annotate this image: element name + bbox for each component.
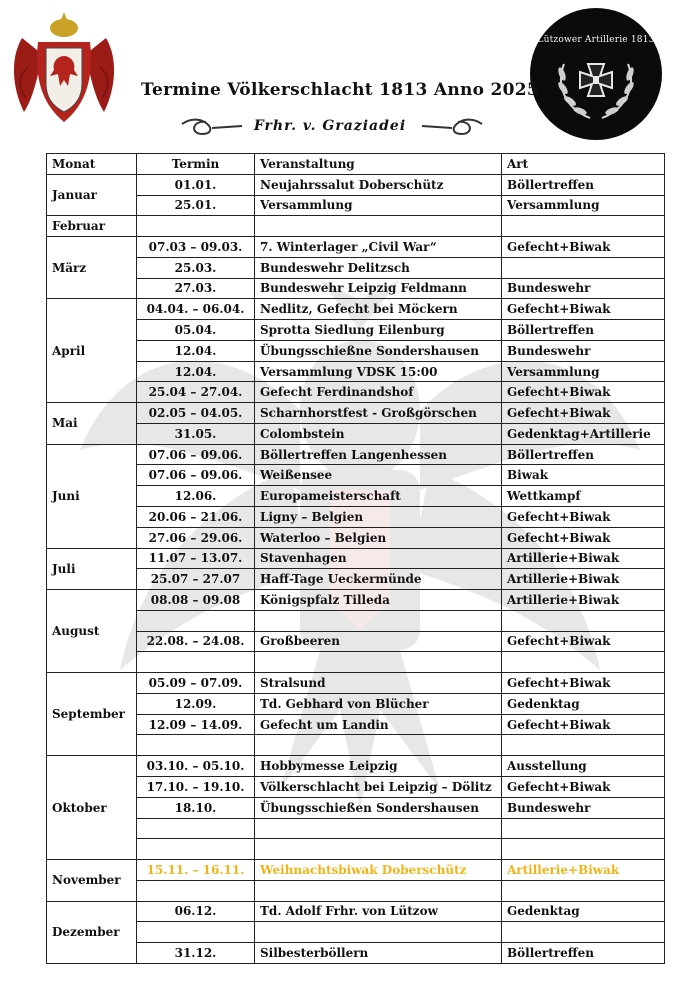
- event-cell: Hobbymesse Leipzig: [255, 756, 502, 777]
- date-cell: [137, 839, 255, 860]
- type-cell: Gefecht+Biwak: [502, 673, 665, 694]
- date-cell: 25.01.: [137, 195, 255, 216]
- artillery-seal-icon: [530, 8, 662, 140]
- date-cell: 20.06 – 21.06.: [137, 507, 255, 528]
- type-cell: Gefecht+Biwak: [502, 776, 665, 797]
- date-cell: [137, 818, 255, 839]
- event-cell: Waterloo – Belgien: [255, 527, 502, 548]
- column-header-date: Termin: [137, 154, 255, 175]
- event-cell: [255, 735, 502, 756]
- event-cell: Stavenhagen: [255, 548, 502, 569]
- event-cell: Colombstein: [255, 423, 502, 444]
- event-cell: Sprotta Siedlung Eilenburg: [255, 320, 502, 341]
- type-cell: Versammlung: [502, 195, 665, 216]
- table-row: [47, 590, 665, 611]
- table-row: [47, 174, 665, 195]
- date-cell: 03.10. – 05.10.: [137, 756, 255, 777]
- type-cell: Gefecht+Biwak: [502, 631, 665, 652]
- table-row: [47, 839, 665, 860]
- date-cell: 15.11. – 16.11.: [137, 860, 255, 881]
- event-cell: [255, 839, 502, 860]
- coat-of-arms-icon: [8, 8, 120, 128]
- type-cell: [502, 652, 665, 673]
- type-cell: [502, 735, 665, 756]
- type-cell: Gedenktag: [502, 693, 665, 714]
- table-row: [47, 652, 665, 673]
- table-row: [47, 195, 665, 216]
- event-cell: Silbesterböllern: [255, 943, 502, 964]
- type-cell: Wettkampf: [502, 486, 665, 507]
- month-cell: April: [47, 299, 137, 403]
- table-row: [47, 278, 665, 299]
- month-cell: August: [47, 590, 137, 673]
- month-cell: Mai: [47, 403, 137, 445]
- type-cell: [502, 818, 665, 839]
- date-cell: 12.06.: [137, 486, 255, 507]
- type-cell: Gedenktag: [502, 901, 665, 922]
- type-cell: Artillerie+Biwak: [502, 590, 665, 611]
- type-cell: Böllertreffen: [502, 943, 665, 964]
- type-cell: Gefecht+Biwak: [502, 382, 665, 403]
- type-cell: Artillerie+Biwak: [502, 569, 665, 590]
- date-cell: 27.03.: [137, 278, 255, 299]
- column-header-type: Art: [502, 154, 665, 175]
- type-cell: Ausstellung: [502, 756, 665, 777]
- table-row: [47, 880, 665, 901]
- date-cell: [137, 880, 255, 901]
- date-cell: 08.08 – 09.08: [137, 590, 255, 611]
- table-row: [47, 673, 665, 694]
- event-cell: [255, 610, 502, 631]
- type-cell: Artillerie+Biwak: [502, 548, 665, 569]
- type-cell: Gefecht+Biwak: [502, 299, 665, 320]
- event-cell: Weißensee: [255, 465, 502, 486]
- date-cell: 11.07 – 13.07.: [137, 548, 255, 569]
- event-cell: Td. Gebhard von Blücher: [255, 693, 502, 714]
- date-cell: 31.05.: [137, 423, 255, 444]
- month-cell: März: [47, 237, 137, 299]
- date-cell: 12.04.: [137, 340, 255, 361]
- event-cell: Übungsschießne Sondershausen: [255, 340, 502, 361]
- type-cell: Gefecht+Biwak: [502, 237, 665, 258]
- date-cell: 31.12.: [137, 943, 255, 964]
- date-cell: 17.10. – 19.10.: [137, 776, 255, 797]
- event-cell: Nedlitz, Gefecht bei Möckern: [255, 299, 502, 320]
- event-cell: [255, 818, 502, 839]
- column-header-event: Veranstaltung: [255, 154, 502, 175]
- type-cell: Gedenktag+Artillerie: [502, 423, 665, 444]
- table-row: [47, 237, 665, 258]
- event-cell: Versammlung VDSK 15:00: [255, 361, 502, 382]
- type-cell: Gefecht+Biwak: [502, 403, 665, 424]
- date-cell: 12.04.: [137, 361, 255, 382]
- type-cell: Bundeswehr: [502, 278, 665, 299]
- event-cell: Bundeswehr Delitzsch: [255, 257, 502, 278]
- table-row: [47, 693, 665, 714]
- table-row: [47, 216, 665, 237]
- date-cell: 12.09.: [137, 693, 255, 714]
- month-cell: November: [47, 860, 137, 902]
- type-cell: Gefecht+Biwak: [502, 714, 665, 735]
- table-row: [47, 776, 665, 797]
- type-cell: Bundeswehr: [502, 797, 665, 818]
- table-header-row: [47, 154, 665, 175]
- table-row: [47, 943, 665, 964]
- table-row: [47, 548, 665, 569]
- event-cell: Neujahrssalut Doberschütz: [255, 174, 502, 195]
- date-cell: 22.08. – 24.08.: [137, 631, 255, 652]
- event-cell: [255, 216, 502, 237]
- month-cell: Dezember: [47, 901, 137, 963]
- event-cell: 7. Winterlager „Civil War“: [255, 237, 502, 258]
- table-row: [47, 901, 665, 922]
- event-cell: Europameisterschaft: [255, 486, 502, 507]
- event-cell: Td. Adolf Frhr. von Lützow: [255, 901, 502, 922]
- date-cell: 07.06 – 09.06.: [137, 444, 255, 465]
- event-cell: Gefecht um Landin: [255, 714, 502, 735]
- page-subtitle: Frhr. v. Graziadei: [253, 118, 407, 134]
- date-cell: 04.04. – 06.04.: [137, 299, 255, 320]
- type-cell: [502, 839, 665, 860]
- date-cell: 01.01.: [137, 174, 255, 195]
- event-cell: Haff-Tage Ueckermünde: [255, 569, 502, 590]
- table-row: [47, 423, 665, 444]
- date-cell: 06.12.: [137, 901, 255, 922]
- type-cell: Böllertreffen: [502, 320, 665, 341]
- type-cell: Böllertreffen: [502, 444, 665, 465]
- schedule-table: [46, 153, 665, 964]
- table-row: [47, 569, 665, 590]
- laurel-iron-cross-icon: [530, 8, 662, 140]
- type-cell: [502, 216, 665, 237]
- event-cell: Gefecht Ferdinandshof: [255, 382, 502, 403]
- table-row: [47, 320, 665, 341]
- page-title: Termine Völkerschlacht 1813 Anno 2025: [140, 80, 540, 100]
- table-row: [47, 340, 665, 361]
- table-row: [47, 257, 665, 278]
- table-row: [47, 610, 665, 631]
- date-cell: 05.09 – 07.09.: [137, 673, 255, 694]
- event-cell: Böllertreffen Langenhessen: [255, 444, 502, 465]
- table-row: [47, 361, 665, 382]
- event-cell: Versammlung: [255, 195, 502, 216]
- type-cell: Bundeswehr: [502, 340, 665, 361]
- date-cell: 25.04 – 27.04.: [137, 382, 255, 403]
- type-cell: Gefecht+Biwak: [502, 507, 665, 528]
- date-cell: 02.05 – 04.05.: [137, 403, 255, 424]
- event-cell: [255, 880, 502, 901]
- date-cell: 12.09 – 14.09.: [137, 714, 255, 735]
- type-cell: Biwak: [502, 465, 665, 486]
- event-cell: Übungsschießen Sondershausen: [255, 797, 502, 818]
- type-cell: [502, 880, 665, 901]
- date-cell: [137, 735, 255, 756]
- event-cell: Völkerschlacht bei Leipzig – Dölitz: [255, 776, 502, 797]
- month-cell: Juli: [47, 548, 137, 590]
- table-row: [47, 382, 665, 403]
- type-cell: Versammlung: [502, 361, 665, 382]
- date-cell: [137, 922, 255, 943]
- date-cell: [137, 652, 255, 673]
- event-cell: Stralsund: [255, 673, 502, 694]
- table-row: [47, 403, 665, 424]
- date-cell: 25.07 – 27.07: [137, 569, 255, 590]
- table-row: [47, 299, 665, 320]
- month-cell: Oktober: [47, 756, 137, 860]
- type-cell: [502, 257, 665, 278]
- table-row: [47, 444, 665, 465]
- date-cell: 27.06 – 29.06.: [137, 527, 255, 548]
- date-cell: 18.10.: [137, 797, 255, 818]
- date-cell: [137, 216, 255, 237]
- month-cell: Juni: [47, 444, 137, 548]
- table-row: [47, 631, 665, 652]
- event-cell: Scharnhorstfest - Großgörschen: [255, 403, 502, 424]
- event-cell: Königspfalz Tilleda: [255, 590, 502, 611]
- date-cell: 25.03.: [137, 257, 255, 278]
- date-cell: 07.03 – 09.03.: [137, 237, 255, 258]
- table-row: [47, 860, 665, 881]
- table-row: [47, 714, 665, 735]
- column-header-month: Monat: [47, 154, 137, 175]
- event-cell: Großbeeren: [255, 631, 502, 652]
- type-cell: Böllertreffen: [502, 174, 665, 195]
- table-row: [47, 486, 665, 507]
- table-row: [47, 507, 665, 528]
- table-row: [47, 735, 665, 756]
- type-cell: Gefecht+Biwak: [502, 527, 665, 548]
- month-cell: Januar: [47, 174, 137, 216]
- table-row: [47, 818, 665, 839]
- month-cell: September: [47, 673, 137, 756]
- table-row: [47, 527, 665, 548]
- seal-text: Lützower Artillerie 1813: [537, 35, 655, 45]
- event-cell: [255, 922, 502, 943]
- event-cell: Ligny – Belgien: [255, 507, 502, 528]
- event-cell: [255, 652, 502, 673]
- event-cell: Weihnachtsbiwak Doberschütz: [255, 860, 502, 881]
- schedule-body: [47, 174, 665, 963]
- month-cell: Februar: [47, 216, 137, 237]
- event-cell: Bundeswehr Leipzig Feldmann: [255, 278, 502, 299]
- date-cell: 05.04.: [137, 320, 255, 341]
- table-row: [47, 797, 665, 818]
- type-cell: Artillerie+Biwak: [502, 860, 665, 881]
- type-cell: [502, 610, 665, 631]
- type-cell: [502, 922, 665, 943]
- table-row: [47, 922, 665, 943]
- date-cell: 07.06 – 09.06.: [137, 465, 255, 486]
- table-row: [47, 756, 665, 777]
- date-cell: [137, 610, 255, 631]
- table-row: [47, 465, 665, 486]
